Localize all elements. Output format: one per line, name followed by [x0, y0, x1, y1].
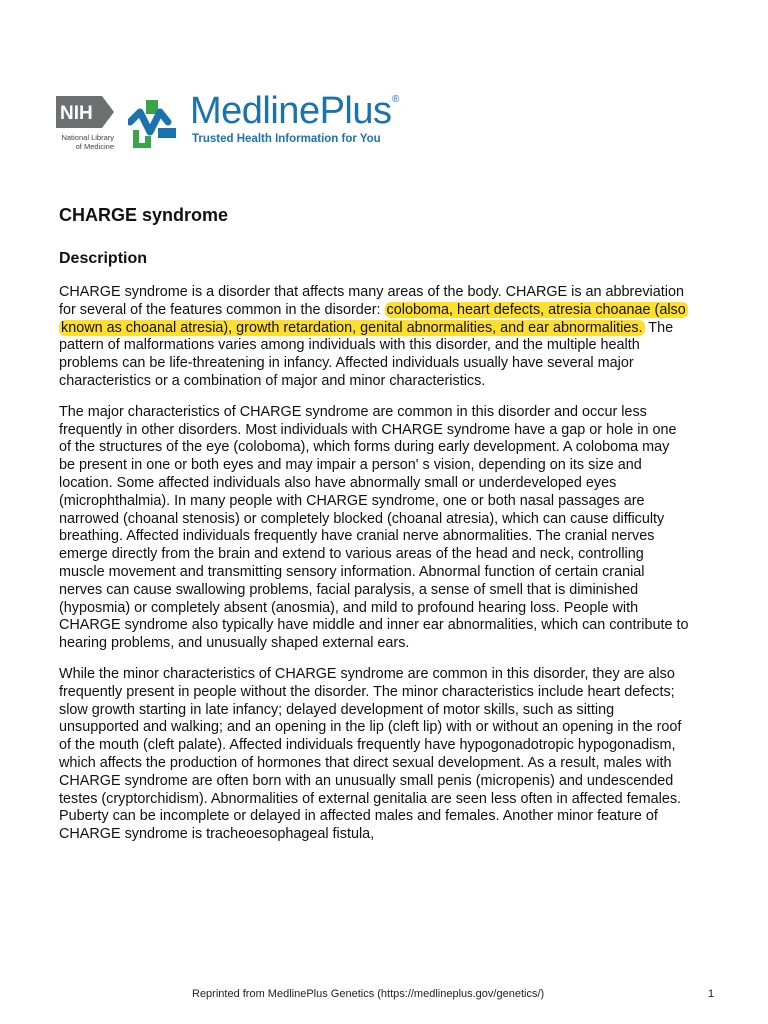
medlineplus-tagline: Trusted Health Information for You: [192, 133, 381, 145]
nih-caption: [56, 134, 114, 151]
medlineplus-icon: [128, 98, 182, 148]
page-number: 1: [708, 988, 715, 1000]
paragraph-intro: [59, 284, 689, 391]
nih-logo-icon: [56, 96, 114, 128]
article-content: [59, 205, 689, 857]
highlighted-text: coloboma, heart defects, atresia choanae (also known as choanal atresia), growth retardation, genital abnormalities, and ear abnormalities.: [61, 301, 686, 336]
registered-mark: ®: [392, 94, 400, 105]
paragraph-minor-characteristics: While the minor characteristics of CHARGE syndrome are common in this disorder, they are also frequently present in people without the disorder. The minor characteristics include heart defects; slow growth starting in late infancy; delayed development of motor skills, such as sitting unsupported and walking; and an opening in the lip (cleft lip) with or without an opening in the roof of the mouth (cleft palate). Affected individuals frequently have hypogonadotropic hypogonadism, which affects the production of hormones that direct sexual development. As a result, males with CHARGE syndrome are often born with an unusually small penis (micropenis) and undescended testes (cryptorchidism). Abnormalities of external genitalia are seen less often in affected females. Puberty can be incomplete or delayed in affected males and females. Another minor feature of CHARGE syndrome is tracheoesophageal fistula,: [59, 665, 682, 843]
paragraph-major-characteristics: The major characteristics of CHARGE syndrome are common in this disorder and occur less frequently in other disorders. Most individuals with CHARGE syndrome have a gap or hole in one of the structures of the eye (coloboma), which forms during early development. A coloboma may be present in one or both eyes and may impair a person' s vision, depending on its size and location. Some affected individuals also have abnormally small or underdeveloped eyes (microphthalmia). In many people with CHARGE syndrome, one or both nasal passages are narrowed (choanal stenosis) or completely blocked (choanal atresia), which can cause difficulty breathing. Affected individuals frequently have cranial nerve abnormalities. The cranial nerves emerge directly from the brain and extend to various areas of the head and neck, controlling muscle movement and transmitting sensory information. Abnormal function of certain cranial nerves can cause swallowing problems, facial paralysis, a sense of smell that is diminished (hyposmia) or completely absent (anosmia), and mild to profound hearing loss. People with CHARGE syndrome also typically have middle and inner ear abnormalities, which can contribute to hearing problems, and unusually shaped external ears.: [59, 403, 689, 652]
nih-caption-line1: National Library: [61, 133, 114, 142]
medlineplus-title: MedlinePlus: [190, 90, 392, 132]
section-heading: Description: [59, 250, 148, 267]
paragraph-intro-end: The pattern of malformations varies among individuals with this disorder, and the multiple health problems can be life-threatening in infancy. Affected individuals usually have several major characteristics or a combination of major and minor characteristics.: [59, 319, 674, 389]
nih-caption-line2: of Medicine: [75, 141, 114, 151]
paragraph-intro-start: CHARGE syndrome is a disorder that affects many areas of the body. CHARGE is an abbreviation for several of the features common in the disorder:: [59, 284, 684, 318]
nih-logo-text: NIH: [60, 103, 93, 124]
page-title: CHARGE syndrome: [59, 205, 229, 225]
reprint-notice: Reprinted from MedlinePlus Genetics (https://medlineplus.gov/genetics/): [192, 988, 545, 1000]
nih-logo: [56, 96, 118, 151]
